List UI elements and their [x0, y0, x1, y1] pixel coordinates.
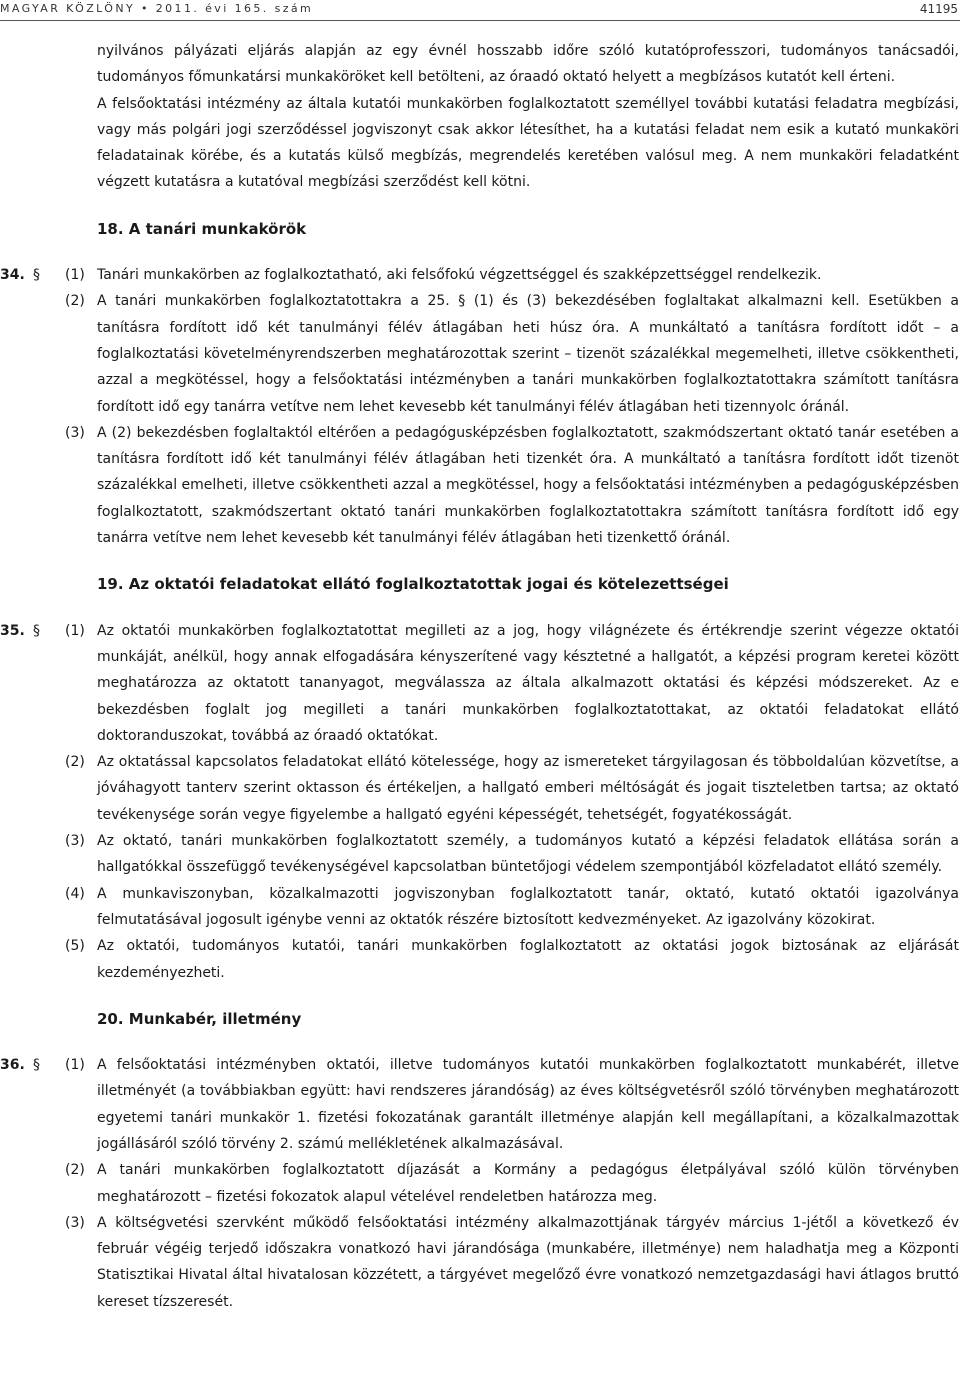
subparagraph-text: Tanári munkakörben az foglalkoztatható, aki felsőfokú végzettséggel és szakképzettséggel rendelkezik. [97, 267, 822, 284]
subparagraph-number: (3) [65, 1214, 85, 1231]
paragraph-number: 35. [0, 622, 25, 639]
section-title: 19. Az oktatói feladatokat ellátó foglalkoztatottak jogai és kötelezettségei [97, 575, 729, 594]
paragraph-number: 36. [0, 1057, 25, 1074]
subparagraph-text: A munkaviszonyban, közalkalmazotti jogviszonyban foglalkoztatott tanár, oktató, kutató oktatói igazolványa felmutatásával jogosult igénybe venni az oktatók részére biztosított kedvezményeket. Az igazolvány közokirat. [97, 885, 959, 928]
subparagraph [65, 1157, 959, 1210]
intro-paragraph: A felsőoktatási intézmény az általa kutatói munkakörben foglalkoztatott személlyel további kutatási feladatra megbízási, vagy más polgári jogi szerződéssel jogviszonyt csak akkor létesíthet, ha a kutatási feladat nem esik a kutató munkaköri feladatainak körébe, és a kutatás külső megbízás, megrendelés keretében valósul meg. A nem munkaköri feladatként végzett kutatásra a kutatóval megbízási szerződést kell kötni. [97, 95, 959, 191]
paragraph-35 [0, 618, 959, 986]
subparagraph-text: Az oktatói, tudományos kutatói, tanári munkakörben foglalkoztatott az oktatási jogok biztosának az eljárását kezdeményezheti. [97, 938, 959, 981]
subparagraph-text: A költségvetési szervként működő felsőoktatási intézmény alkalmazottjának tárgyév március 1-jétől a következő év február végéig terjedő időszakra vonatkozó havi járandósága (munkabére, illetménye) nem haladhatja meg a Központi Statisztikai Hivatal által hivatalosan közzétett, a tárgyévet megelőző évre vonatkozó nemzetgazdasági havi átlagos bruttó kereset tízszeresét. [97, 1214, 959, 1310]
subparagraph [65, 288, 959, 419]
subparagraph [65, 881, 959, 934]
subparagraph-number: (4) [65, 885, 85, 902]
document-body [0, 38, 959, 1315]
section-title: 18. A tanári munkakörök [97, 219, 307, 238]
subparagraph [65, 828, 959, 881]
page-header [0, 0, 960, 24]
subparagraph-number: (2) [65, 1162, 85, 1179]
subparagraph-number: (1) [65, 622, 85, 639]
subparagraph [65, 262, 959, 288]
section-sign: § [33, 267, 40, 284]
subparagraph-text: A felsőoktatási intézményben oktatói, illetve tudományos kutatói munkakörben foglalkoztatott munkabérét, illetve illetményét (a továbbiakban együtt: havi rendszeres járandóság) az éves költségvetésről szóló törvényben meghatározott egyetemi tanári munkakör 1. fizetési fokozatának garantált illetménye alapján kell megállapítani, a közalkalmazottak jogállásáról szóló törvény 2. számú mellékletének alkalmazásával. [97, 1057, 959, 1152]
section-title: 20. Munkabér, illetmény [97, 1009, 302, 1028]
intro-paragraph: nyilvános pályázati eljárás alapján az egy évnél hosszabb időre szóló kutatóprofesszori, tudományos tanácsadói, tudományos főmunkatársi munkaköröket kell betölteni, az óraadó oktató helyett a megbízásos kutatót kell érteni. [97, 43, 959, 86]
page-number: 41195 [919, 2, 958, 16]
subparagraph-number: (3) [65, 833, 85, 850]
paragraph-36 [0, 1052, 959, 1315]
subparagraph [65, 749, 959, 828]
subparagraph-number: (5) [65, 938, 85, 955]
subparagraph-text: A tanári munkakörben foglalkoztatott díjazását a Kormány a pedagógus életpályával szóló külön törvényben meghatározott – fizetési fokozatok alapul vételével rendeletben határozza meg. [97, 1162, 959, 1205]
subparagraph-text: A tanári munkakörben foglalkoztatottakra a 25. § (1) és (3) bekezdésében foglaltakat alkalmazni kell. Esetükben a tanításra fordított idő két tanulmányi félév átlagában heti húsz óra. A munkáltató a tanításra fordított időt – a foglalkoztatási követelményrendszerben meghatározottak szerint – tizenöt százalékkal megemelheti, illetve csökkentheti, azzal a megkötéssel, hogy a felsőoktatási intézményben a tanári munkakörben foglalkoztatottakra számított tanításra fordított idő egy tanárra vetítve nem lehet kevesebb két tanulmányi félév átlagában heti tizennyolc óránál. [97, 293, 959, 415]
subparagraph [65, 933, 959, 986]
subparagraph [65, 420, 959, 551]
header-rule [0, 20, 960, 21]
subparagraph [65, 1052, 959, 1157]
subparagraph-number: (1) [65, 267, 85, 284]
paragraph-number: 34. [0, 267, 25, 284]
subparagraph-text: Az oktatói munkakörben foglalkoztatottat megilleti az a jog, hogy világnézete és értékrendje szerint végezze oktatói munkáját, anélkül, hogy annak elfogadására kényszerítené vagy késztetné a hallgatót, a képzési program keretei között meghatározza az oktatott tananyagot, megválassza az általa alkalmazott oktatási és képzési módszereket. Az e bekezdésben foglalt jog megilleti a tanári munkakörben foglalkoztatottakat, az oktatói feladatokat ellátó doktoranduszokat, továbbá az óraadó oktatókat. [97, 622, 959, 744]
subparagraph-text: Az oktatással kapcsolatos feladatokat ellátó kötelessége, hogy az ismereteket tárgyilagosan és többoldalúan közvetítse, a jóváhagyott tanterv szerint oktasson és értékeljen, a hallgató emberi méltóságát és jogait tiszteletben tartsa; az oktató tevékenysége során vegye figyelembe a hallgató egyéni képességét, tehetségét, fogyatékosságát. [97, 754, 959, 823]
subparagraph-number: (1) [65, 1057, 85, 1074]
subparagraph-text: Az oktató, tanári munkakörben foglalkoztatott személy, a tudományos kutató a képzési feladatok ellátása során a hallgatókkal összefüggő tevékenységével kapcsolatban büntetőjogi védelem szempontjából közfeladatot ellátó személy. [97, 833, 959, 876]
subparagraph [65, 618, 959, 749]
journal-title: MAGYAR KÖZLÖNY • 2011. évi 165. szám [0, 2, 314, 15]
subparagraph [65, 1210, 959, 1315]
section-sign: § [33, 1057, 40, 1074]
section-sign: § [33, 622, 40, 639]
subparagraph-text: A (2) bekezdésben foglaltaktól eltérően a pedagógusképzésben foglalkoztatott, szakmódszertant oktató tanár esetében a tanításra fordított idő két tanulmányi félév átlagában heti tizenkét óra. A munkáltató a tanításra fordított időt tizenöt százalékkal emelheti, illetve csökkentheti azzal a megkötéssel, hogy a felsőoktatási intézményben a pedagógusképzésben foglalkoztatott, szakmódszertant oktató tanári munkakörben foglalkoztatottakra számított tanításra fordított idő egy tanárra vetítve nem lehet kevesebb két tanulmányi félév átlagában heti tizenkettő óránál. [97, 424, 959, 547]
paragraph-34 [0, 262, 959, 551]
subparagraph-number: (2) [65, 754, 85, 771]
subparagraph-number: (3) [65, 424, 85, 441]
subparagraph-number: (2) [65, 293, 85, 310]
